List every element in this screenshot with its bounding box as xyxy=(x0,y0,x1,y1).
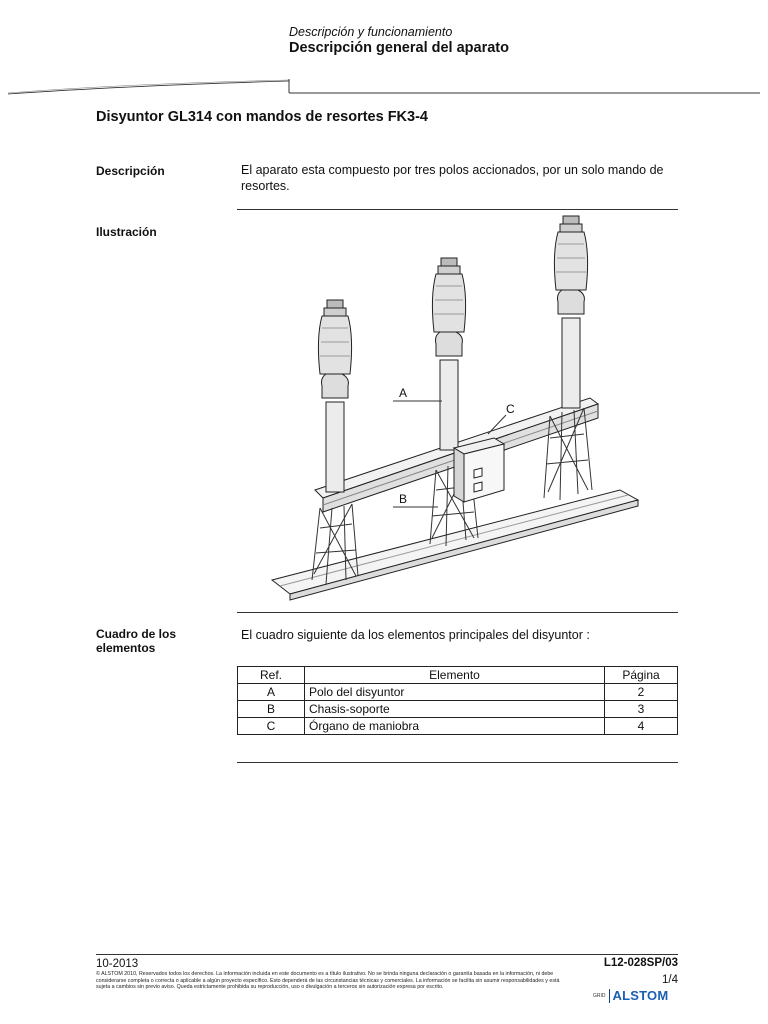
cell-ref: A xyxy=(238,684,305,701)
callout-c: C xyxy=(506,402,515,416)
footer-legal-text: © ALSTOM 2010, Reservados todos los derechos. La información incluida en este documento es a título ilustrativo. No se brinda ninguna declaración o garantía basada en la información, ni debe considerarse completa o correcta o aplicable a algún proyecto específico. Esto dependerá de las circunstancias técnicas y comerciales. La información se facilita sin asumir responsabilidades y está sujeta a cambios sin previo aviso. Queda estrictamente prohibida su reproducción, uso o divulgación a terceros sin autorización expresa por escrito. xyxy=(96,971,560,991)
brand-divider xyxy=(609,989,610,1003)
cell-pagina: 2 xyxy=(605,684,678,701)
cell-pagina: 4 xyxy=(605,718,678,735)
circuit-breaker-illustration xyxy=(260,208,650,608)
brand-name: ALSTOM xyxy=(612,988,669,1003)
alstom-logo xyxy=(593,988,668,1003)
description-text: El aparato esta compuesto por tres polos accionados, por un solo mando de resortes. xyxy=(241,163,664,193)
section-label-descripcion: Descripción xyxy=(96,164,165,178)
section-label-cuadro: Cuadro de los elementos xyxy=(96,627,177,655)
header-swoosh xyxy=(0,76,768,98)
operating-mechanism xyxy=(454,438,504,502)
footer-date: 10-2013 xyxy=(96,958,139,970)
footer-page-number: 1/4 xyxy=(662,974,678,986)
table-row xyxy=(238,701,678,718)
cell-pagina: 3 xyxy=(605,701,678,718)
divider xyxy=(237,612,678,613)
brand-prefix: GRID xyxy=(593,992,606,999)
table-row xyxy=(238,718,678,735)
cell-elemento: Chasis-soporte xyxy=(305,701,605,718)
header-subtitle: Descripción y funcionamiento xyxy=(289,25,453,39)
header-ref: Ref. xyxy=(238,667,305,684)
pole-right xyxy=(554,216,587,408)
elements-table xyxy=(237,666,678,735)
table-header-row xyxy=(238,667,678,684)
section-label-ilustracion: Ilustración xyxy=(96,225,157,239)
header-elemento: Elemento xyxy=(305,667,605,684)
cell-elemento: Polo del disyuntor xyxy=(305,684,605,701)
callout-a: A xyxy=(399,386,408,400)
footer-doc-code: L12-028SP/03 xyxy=(603,957,678,969)
document-title: Disyuntor GL314 con mandos de resortes FK3-4 xyxy=(96,109,428,125)
cell-ref: B xyxy=(238,701,305,718)
cell-elemento: Órgano de maniobra xyxy=(305,718,605,735)
table-row xyxy=(238,684,678,701)
footer-divider xyxy=(96,954,678,955)
header-title: Descripción general del aparato xyxy=(289,40,509,56)
pole-center xyxy=(432,258,465,450)
header-pagina: Página xyxy=(605,667,678,684)
cuadro-intro-text: El cuadro siguiente da los elementos principales del disyuntor : xyxy=(241,628,590,642)
callout-b: B xyxy=(399,492,408,506)
cell-ref: C xyxy=(238,718,305,735)
divider xyxy=(237,762,678,763)
pole-left xyxy=(318,300,351,492)
